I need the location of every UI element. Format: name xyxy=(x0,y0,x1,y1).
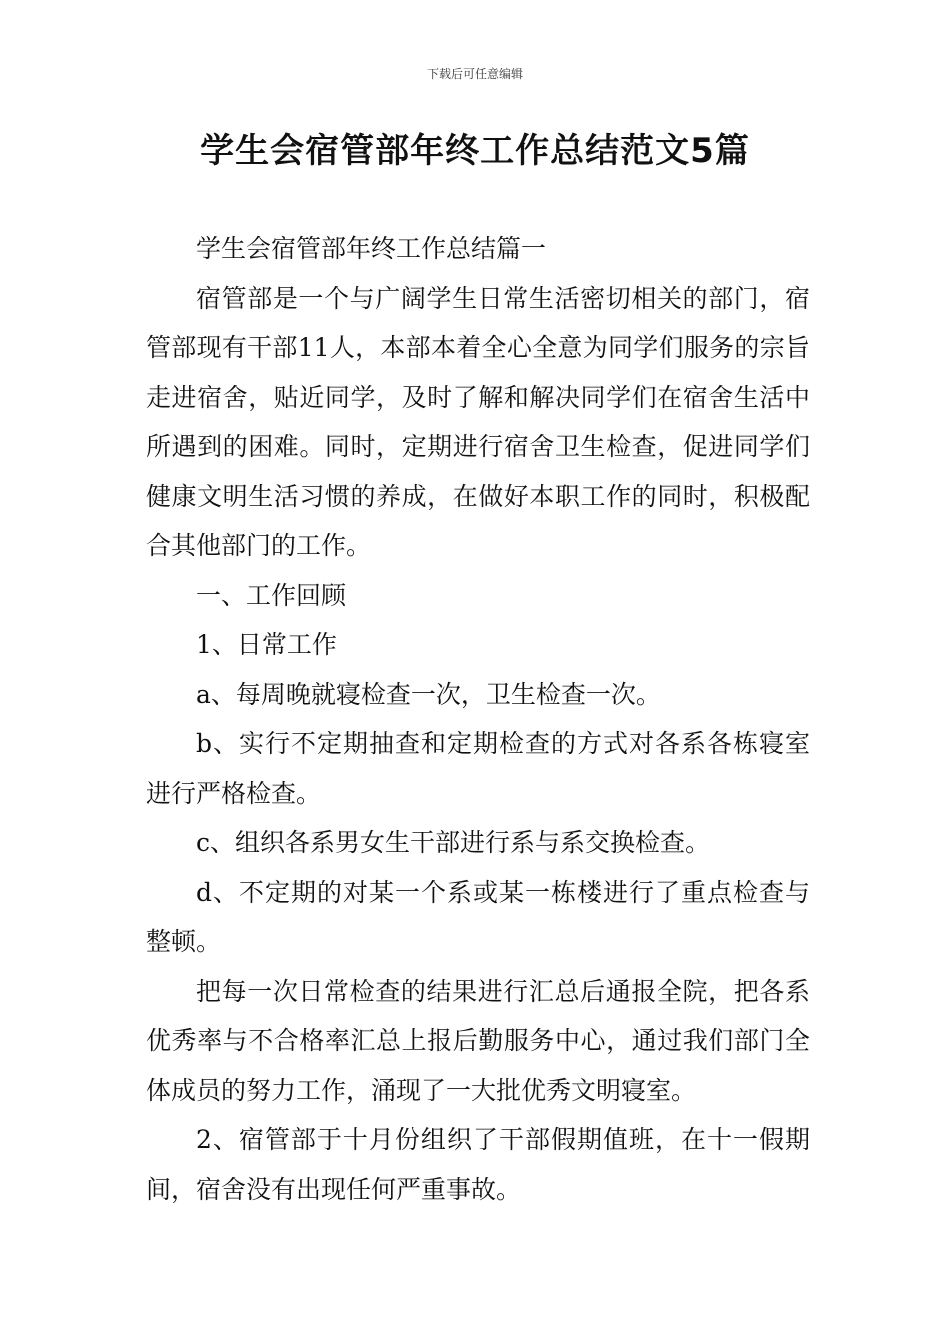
document-title: 学生会宿管部年终工作总结范文5篇 xyxy=(200,131,750,171)
section-heading: 学生会宿管部年终工作总结篇一 xyxy=(196,234,547,263)
list-item: d、不定期的对某一个系或某一栋楼进行了重点检查与整顿。 xyxy=(146,877,810,956)
paragraph: 宿管部是一个与广阔学生日常生活密切相关的部门，宿管部现有干部11人，本部本着全心全意为同学们服务的宗旨走进宿舍，贴近同学，及时了解和解决同学们在宿舍生活中所遇到的困难。同时，定期进行宿舍卫生检查，促进同学们健康文明生活习惯的养成，在做好本职工作的同时，积极配合其他部门的工作。 xyxy=(146,283,810,560)
paragraph: 把每一次日常检查的结果进行汇总后通报全院，把各系优秀率与不合格率汇总上报后勤服务中心，通过我们部门全体成员的努力工作，涌现了一大批优秀文明寝室。 xyxy=(146,976,810,1105)
list-heading: 1、日常工作 xyxy=(196,630,337,659)
list-item: c、组织各系男女生干部进行系与系交换检查。 xyxy=(196,828,711,857)
list-item: a、每周晚就寝检查一次，卫生检查一次。 xyxy=(196,679,661,709)
list-item: b、实行不定期抽查和定期检查的方式对各系各栋寝室进行严格检查。 xyxy=(146,729,810,808)
header-note: 下载后可任意编辑 xyxy=(426,67,523,81)
subsection-heading: 一、工作回顾 xyxy=(196,580,347,610)
document-body xyxy=(146,224,810,1214)
paragraph: 2、宿管部于十月份组织了干部假期值班，在十一假期间，宿舍没有出现任何严重事故。 xyxy=(146,1125,810,1204)
